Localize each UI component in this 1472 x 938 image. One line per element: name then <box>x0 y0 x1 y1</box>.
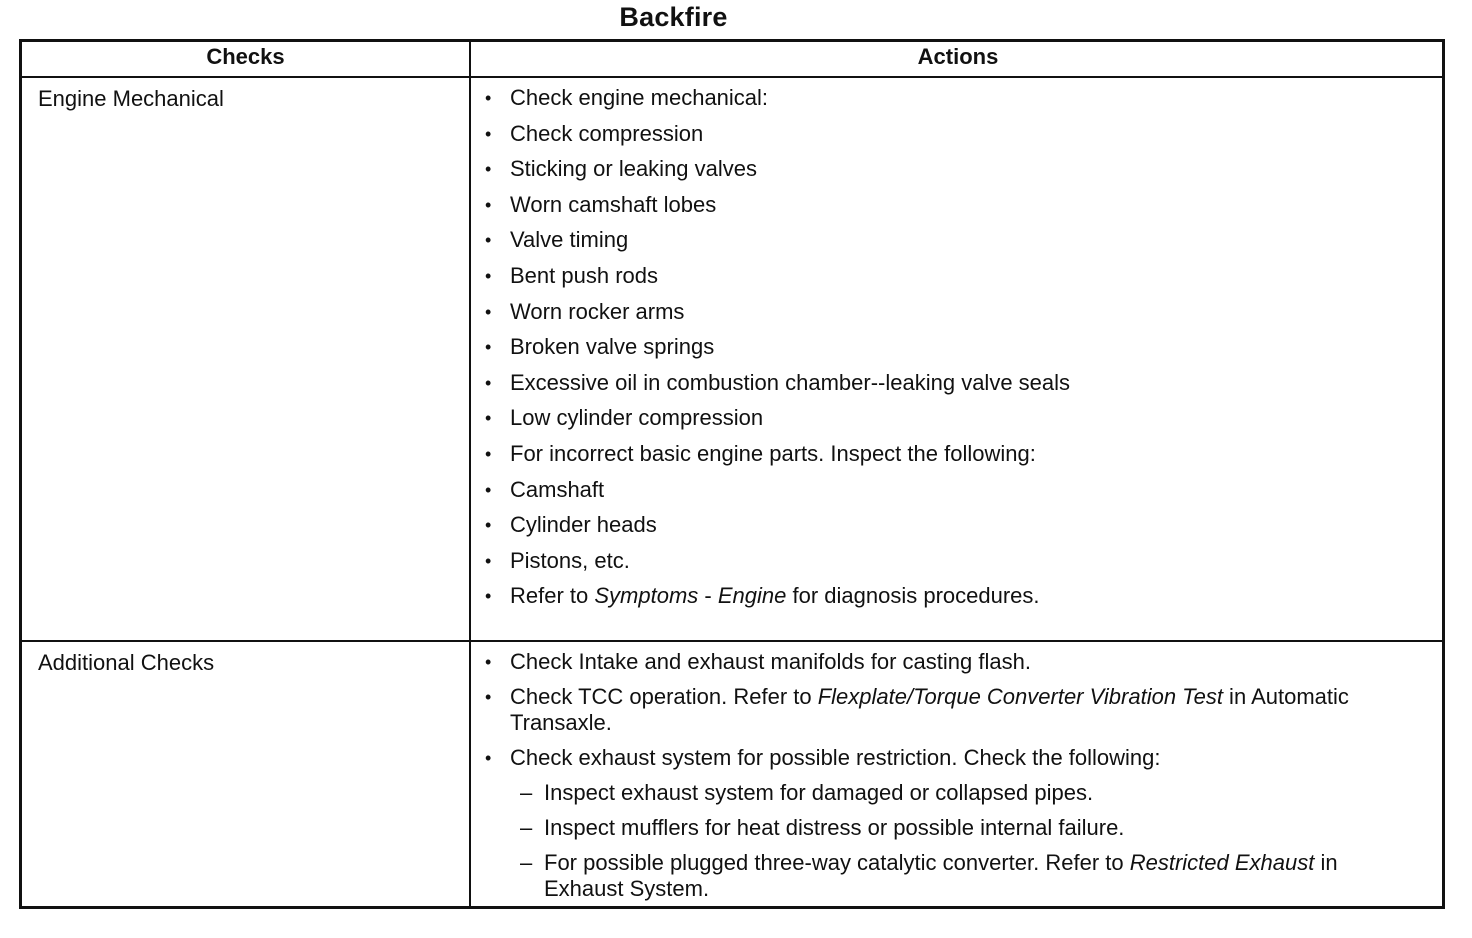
list-item: • Low cylinder compression <box>485 405 1070 441</box>
sub-item: – Inspect exhaust system for damaged or collapsed pipes. <box>510 780 1405 806</box>
list-item: • Camshaft <box>485 477 1070 513</box>
list-item: • Check engine mechanical: <box>485 85 1070 121</box>
list-item: • Pistons, etc. <box>485 548 1070 584</box>
list-item: • Check compression <box>485 121 1070 157</box>
list-item: • Cylinder heads <box>485 512 1070 548</box>
list-item: • Bent push rods <box>485 263 1070 299</box>
sub-item-catalytic: – For possible plugged three-way catalytic converter. Refer to Restricted Exhaust in Exhaust System. <box>510 850 1405 902</box>
additional-checks-actions <box>485 649 1405 911</box>
list-item: • Sticking or leaking valves <box>485 156 1070 192</box>
list-item-exhaust: • Check exhaust system for possible restriction. Check the following: – Inspect exhaust system for damaged or collapsed pipes. – Inspect mufflers for heat distress or possible internal failure. – For possible plugged three-way catalytic converter. Refer to Restricted Exhaust in Exhaust System. <box>485 745 1405 902</box>
list-item-refer-symptoms: • Refer to Symptoms - Engine for diagnosis procedures. <box>485 583 1070 619</box>
header-actions: Actions <box>917 44 999 69</box>
row-divider <box>22 640 1442 642</box>
list-item: • Check Intake and exhaust manifolds for casting flash. <box>485 649 1405 675</box>
list-item: • Worn rocker arms <box>485 299 1070 335</box>
list-item: • Worn camshaft lobes <box>485 192 1070 228</box>
column-divider <box>469 42 471 906</box>
engine-mechanical-actions <box>485 85 1070 619</box>
exhaust-sublist <box>510 780 1405 902</box>
check-engine-mechanical: Engine Mechanical <box>38 86 224 111</box>
header-checks: Checks <box>206 44 285 69</box>
list-item: • Broken valve springs <box>485 334 1070 370</box>
list-item-tcc: • Check TCC operation. Refer to Flexplate/Torque Converter Vibration Test in Automatic Transaxle. <box>485 684 1405 736</box>
list-item: • For incorrect basic engine parts. Inspect the following: <box>485 441 1070 477</box>
check-additional: Additional Checks <box>38 650 215 675</box>
header-divider <box>22 76 1442 78</box>
sub-item: – Inspect mufflers for heat distress or possible internal failure. <box>510 815 1405 841</box>
list-item: • Excessive oil in combustion chamber--leaking valve seals <box>485 370 1070 406</box>
list-item: • Valve timing <box>485 227 1070 263</box>
page-title: Backfire <box>619 2 728 32</box>
